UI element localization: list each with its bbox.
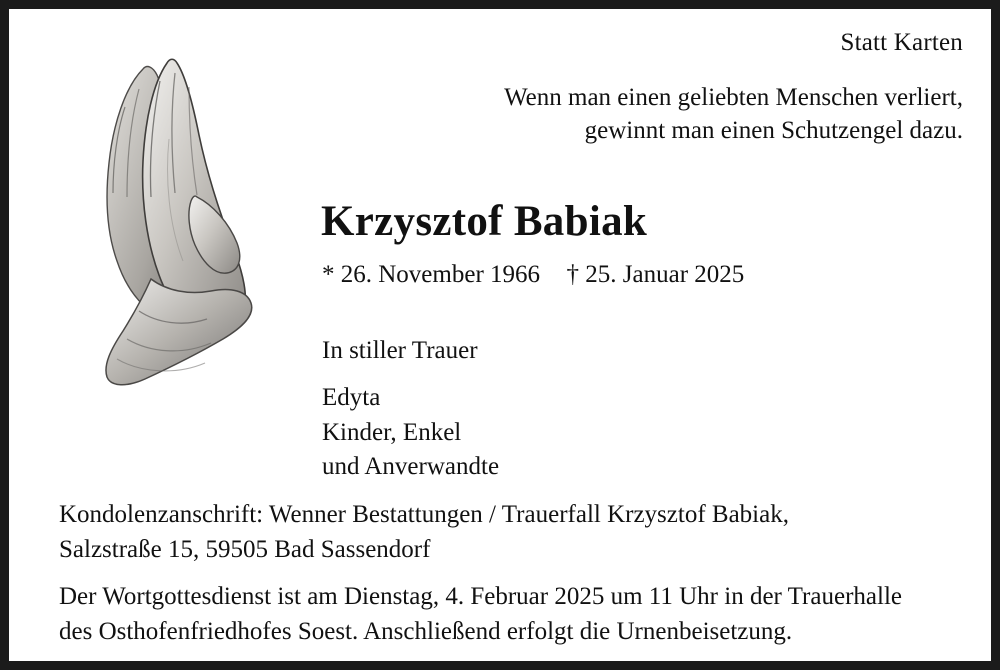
condolence-address	[59, 498, 959, 567]
condolence-line-1: Kondolenzanschrift: Wenner Bestattungen / Trauerfall Krzysztof Babiak,	[59, 501, 789, 528]
service-details	[59, 580, 969, 649]
family-list	[322, 381, 499, 485]
verse-line-2: gewinnt man einen Schutzengel dazu.	[584, 117, 963, 144]
service-line-1: Der Wortgottesdienst ist am Dienstag, 4. Februar 2025 um 11 Uhr in der Trauerhalle	[59, 583, 902, 610]
family-member: Edyta	[322, 384, 381, 411]
mourning-label: In stiller Trauer	[322, 337, 478, 364]
praying-hands-icon	[47, 47, 287, 387]
verse-line-1: Wenn man einen geliebten Menschen verliert,	[504, 84, 963, 111]
death-date: † 25. Januar 2025	[566, 261, 745, 288]
statt-karten-text: Statt Karten	[840, 29, 963, 56]
verse-block	[504, 81, 963, 147]
family-member: und Anverwandte	[322, 453, 500, 480]
birth-date: * 26. November 1966	[322, 261, 541, 288]
obituary-inner	[9, 9, 991, 661]
condolence-line-2: Salzstraße 15, 59505 Bad Sassendorf	[59, 535, 431, 563]
life-dates	[322, 261, 744, 289]
deceased-name: Krzysztof Babiak	[321, 198, 648, 245]
service-line-2: des Osthofenfriedhofes Soest. Anschließend erfolgt die Urnenbeisetzung.	[59, 617, 793, 645]
family-member: Kinder, Enkel	[322, 418, 462, 446]
